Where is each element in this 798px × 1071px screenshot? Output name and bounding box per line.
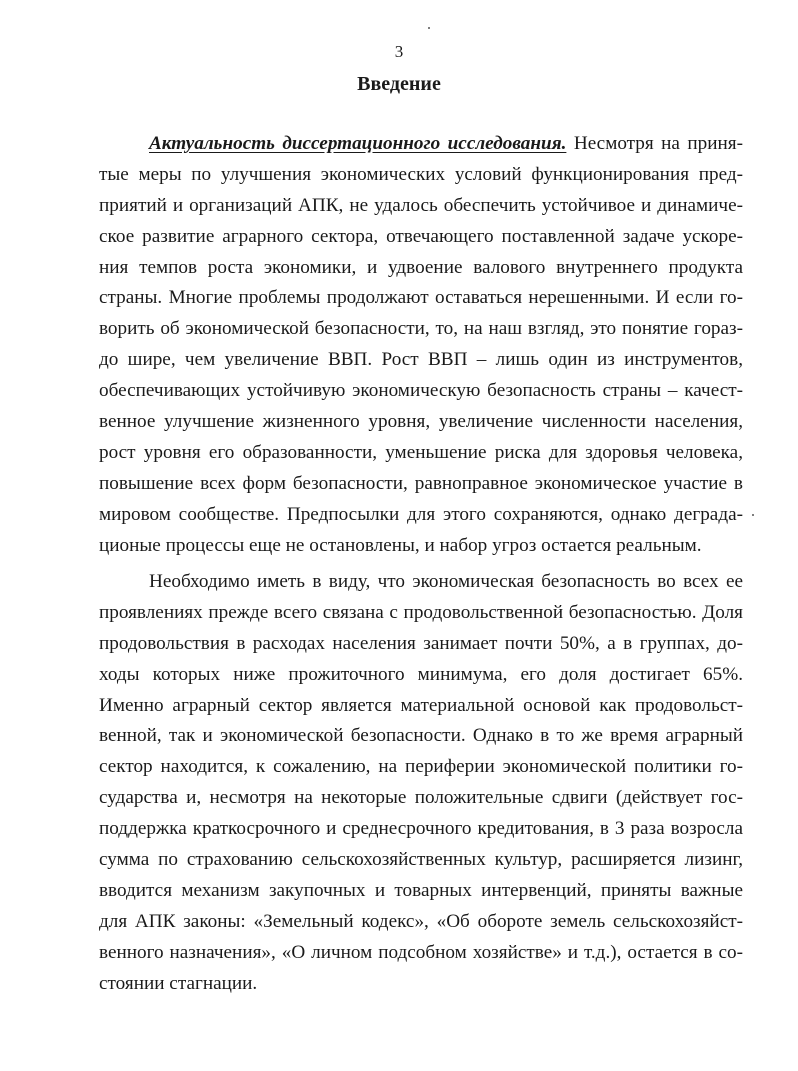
- paragraph-line: Именно аграрный сектор является материальной основой как продовольст-: [99, 694, 743, 716]
- paragraph-line: ворить об экономической безопасности, то, на наш взгляд, это понятие гораз-: [99, 318, 743, 340]
- paragraph-line: мировом сообществе. Предпосылки для этого сохраняются, однако деграда-: [99, 503, 743, 525]
- paragraph-line: рост уровня его образованности, уменьшение риска для здоровья человека,: [99, 441, 743, 463]
- paragraph-line: ское развитие аграрного сектора, отвечающего поставленной задаче ускоре-: [99, 225, 743, 247]
- paragraph-line: стоянии стагнации.: [99, 972, 258, 994]
- paragraph-line: страны. Многие проблемы продолжают оставаться нерешенными. И если го-: [99, 287, 743, 309]
- page-title: Введение: [357, 73, 441, 95]
- paragraph-line: продовольствия в расходах населения занимает почти 50%, а в группах, до-: [99, 632, 743, 654]
- paragraph-line: ходы которых ниже прожиточного минимума, его доля достигает 65%.: [99, 663, 743, 685]
- paragraph-line-text: Несмотря на приня-: [566, 133, 743, 154]
- paragraph-line: венной, так и экономической безопасности. Однако в то же время аграрный: [99, 725, 743, 747]
- paragraph-line: тые меры по улучшения экономических условий функционирования пред-: [99, 163, 743, 185]
- paragraph-line: сумма по страхованию сельскохозяйственных культур, расширяется лизинг,: [99, 849, 743, 871]
- paragraph-line: поддержка краткосрочного и среднесрочного кредитования, в 3 раза возросла: [99, 818, 743, 840]
- paragraph-line: до шире, чем увеличение ВВП. Рост ВВП – лишь один из инструментов,: [99, 349, 743, 371]
- paragraph-line: обеспечивающих устойчивую экономическую безопасность страны – качест-: [99, 380, 743, 402]
- paragraph-line: сектор находится, к сожалению, на периферии экономической политики го-: [99, 756, 743, 778]
- paragraph-economic-security: [99, 567, 743, 999]
- scan-speck: [428, 27, 430, 29]
- paragraph-line: ния темпов роста экономики, и удвоение валового внутреннего продукта: [99, 256, 743, 278]
- paragraph-line: вводится механизм закупочных и товарных интервенций, приняты важные: [99, 879, 743, 901]
- page-number: 3: [394, 42, 404, 61]
- paragraph-line: венного назначения», «О личном подсобном хозяйстве» и т.д.), остается в со-: [99, 941, 743, 963]
- paragraph-line: Необходимо иметь в виду, что экономическая безопасность во всех ее: [149, 571, 743, 592]
- paragraph-relevance: [99, 129, 743, 561]
- paragraph-line: венное улучшение жизненного уровня, увеличение численности населения,: [99, 411, 743, 433]
- section-heading: Актуальность диссертационного исследования.: [149, 133, 567, 154]
- scan-speck: [752, 514, 754, 516]
- paragraph-line: сударства и, несмотря на некоторые положительные сдвиги (действует гос-: [99, 787, 743, 809]
- paragraph-line: проявлениях прежде всего связана с продовольственной безопасностью. Доля: [99, 601, 743, 623]
- paragraph-line: повышение всех форм безопасности, равноправное экономическое участие в: [99, 472, 743, 494]
- paragraph-line: [145, 129, 743, 160]
- paragraph-line: ционые процессы еще не остановлены, и набор угроз остается реальным.: [99, 534, 702, 556]
- paragraph-line: приятий и организаций АПК, не удалось обеспечить устойчивое и динамиче-: [99, 194, 743, 216]
- paragraph-line: для АПК законы: «Земельный кодекс», «Об обороте земель сельскохозяйст-: [99, 910, 743, 932]
